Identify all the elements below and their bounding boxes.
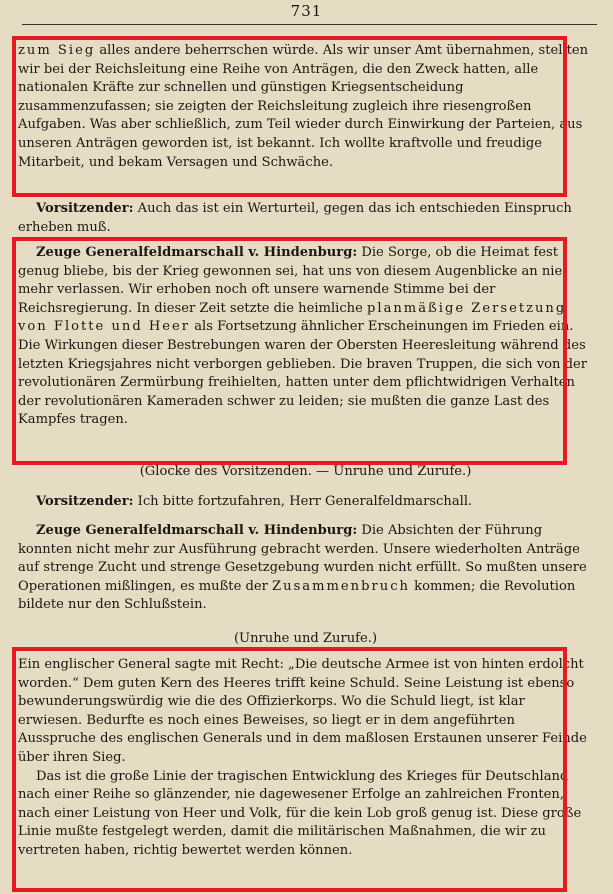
- spaced-emphasis: Zusammenbruch: [272, 578, 410, 594]
- note-text: (Glocke des Vorsitzenden. — Unruhe und Zurufe.): [139, 464, 472, 479]
- stage-note: [18, 463, 593, 482]
- speaker-label: Zeuge Generalfeldmarschall v. Hindenburg:: [36, 523, 358, 538]
- chair-remark: [18, 200, 593, 237]
- paragraph-text: kommen; die Revolution bildete nur den Schlußstein.: [18, 578, 576, 613]
- paragraph-text: Die Absichten der Führung konnten nicht mehr zur Ausführung gebracht werden. Unsere wiederholten Anträge auf strenge Zucht und strenge Gesetzgebung wurden nicht erfüllt. So mußten unsere Operationen mißlingen, es mußte der: [18, 523, 587, 594]
- page-number: 731: [290, 2, 323, 20]
- speaker-label: Vorsitzender:: [36, 201, 134, 216]
- paragraph-text: alles andere beherrschen würde. Als wir unser Amt übernahmen, stellten wir bei der Reichsleitung eine Reihe von Anträgen, die den Zweck hatten, alle nationalen Kräfte zur schnellen und günstigen Kriegsentscheidung zusammenzufassen; sie zeigten der Reichsleitung zugleich ihre riesengroßen Aufgaben. Was aber schließlich, zum Teil wieder durch Einwirkung der Parteien, aus unseren Anträgen geworden ist, ist bekannt. Ich wollte kraftvolle und freudige Mitarbeit, und bekam Versagen und Schwäche.: [18, 43, 589, 170]
- paragraph-text: Auch das ist ein Werturteil, gegen das ich entschieden Einspruch erheben muß.: [18, 201, 572, 235]
- highlight-box-2: [12, 237, 567, 465]
- paragraph-text: Ein englischer General sagte mit Recht: „Die deutsche Armee ist von hinten erdolcht worden.“ Dem guten Kern des Heeres trifft keine Schuld. Seine Leistung ist ebenso bewunderungswürdig wie die des Offizierkorps. Wo die Schuld liegt, ist klar erwiesen. Bedurfte es noch eines Beweises, so liegt er in dem angeführten Ausspruche des englischen Generals und in dem maßlosen Erstaunen unserer Feinde über ihren Sieg.: [18, 657, 587, 765]
- hindenburg-testimony-2: [18, 522, 593, 615]
- spaced-emphasis: planmäßige Zersetzung von Flotte und Heer: [18, 300, 567, 335]
- paragraph-text: Ich bitte fortzufahren, Herr Generalfeldmarschall.: [133, 494, 473, 509]
- speaker-label: Zeuge Generalfeldmarschall v. Hindenburg:: [36, 245, 358, 260]
- stage-note: [18, 630, 593, 649]
- highlight-box-1: [12, 36, 567, 197]
- speaker-label: Vorsitzender:: [36, 494, 134, 509]
- spaced-emphasis: zum Sieg: [18, 43, 96, 58]
- header-rule: [22, 24, 597, 25]
- note-text: (Unruhe und Zurufe.): [233, 631, 378, 646]
- paragraph-text: Das ist die große Linie der tragischen Entwicklung des Krieges für Deutschland nach einer Reihe so glänzender, nie dagewesener Erfolge an zahlreichen Fronten, nach einer Leistung von Heer und Volk, für die kein Lob groß genug ist. Diese große Linie mußte festgelegt werden, damit die militärischen Maßnahmen, die wir zu vertreten haben, richtig bewertet werden können.: [18, 768, 582, 858]
- highlight-box-3: [12, 647, 567, 892]
- paragraph-text: als Fortsetzung ähnlicher Erscheinungen im Frieden ein. Die Wirkungen dieser Bestrebungen waren der Obersten Heeresleitung während des letzten Kriegsjahres nicht verborgen geblieben. Die braven Truppen, die sich von der revolutionären Zermürbung freihielten, hatten unter dem pflichtwidrigen Verhalten der revolutionären Kameraden schwer zu leiden; sie mußten die ganze Last des Kampfes tragen.: [18, 319, 588, 428]
- paragraph-text: Die Sorge, ob die Heimat fest genug bliebe, bis der Krieg gewonnen sei, hat uns von diesem Augenblicke an nie mehr verlassen. Wir erhoben noch oft unsere warnende Stimme bei der Reichsregierung. In dieser Zeit setzte die heimliche: [18, 245, 563, 316]
- chair-remark: [18, 493, 593, 512]
